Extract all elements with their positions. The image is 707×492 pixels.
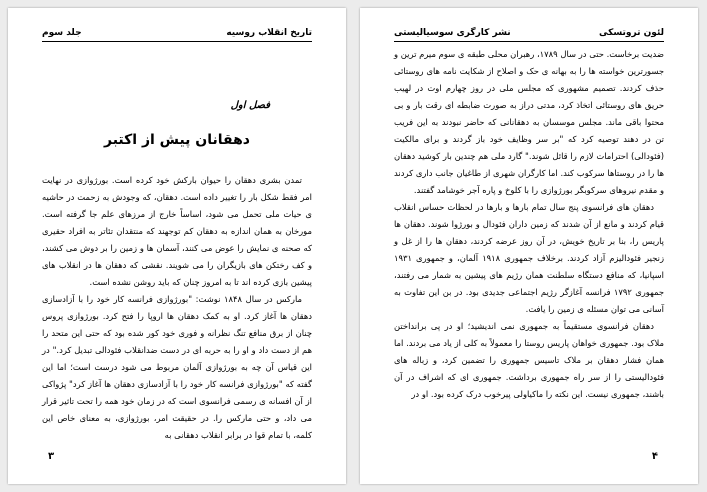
paragraph: ضدیت برخاست. حتی در سال ۱۷۸۹، رهبران محلی طبقه ی سوم میرم ترین و جسورترین خواسته ها را به بهانه ی حک و اصلاح از شکایت نامه های روستائی حذف کردند. تصمیم مشهوری که مجلس ملی در روز چهارم اوت در لهیب حریق های روستائی اتخاذ کرد، مدتی دراز به صورت ضابطه ای رقت بار و بی محتوا باقی ماند. مجلس موسسان به دهقانانی که حاضر نبودند به این فریب تن در دهند توصیه کرد که "بر سر وظایف خود باز گردند و برای مالکیت (فئودالی) احترامات لازم را قائل شوند." گارد ملی هم چندین بار کوشید دهقان ها را در روستاها سرکوب کند. اما کارگران شهری از طاغیان جانب داری کردند و مقدم نیروهای سرکوبگر بورژوازی را با کلوخ و پاره آجر خوشامد گفتند. (394, 49, 664, 195)
right-page (360, 8, 698, 484)
paragraph: مارکس در سال ۱۸۴۸ نوشت: "بورژوازی فرانسه کار خود را با آزادسازی دهقان ها آغاز کرد. او به کمک دهقان ها اروپا را فتح کرد. بورژوازی پروس چنان از برق منافع تنگ نظرانه و فوری خود کور شده بود که حتی این متحد را هم از دست داد و او را به حربه ای در دست ضدانقلاب فئودالی تبدیل کرد." در این قیاس آن چه به بورژوازی آلمان مربوط می شود درست است؛ اما این گفته که "بورژوازی فرانسه کار خود را با آزادسازی دهقان ها آغاز کرد" پژواکی از آن افسانه ی رسمی فرانسوی است که در زمان خود همه را تحت تاثیر قرار می داد، و حتی مارکس را. در حقیقت امر، بورژوازی، به معنای خاص این کلمه، با تمام قوا در برابر انقلاب دهقانی به (42, 294, 312, 440)
header-book-title: تاریخ انقلاب روسیه (226, 28, 312, 38)
header-publisher: نشر کارگری سوسیالیستی (394, 28, 511, 38)
paragraph: دهقان های فرانسوی پنج سال تمام بارها و بارها در لحظات حساس انقلاب قیام کردند و مانع از آن شدند که زمین داران فئودال و بورژوا شوند. دهقان ها پاریس را، بنا بر تاریخ خویش، در آن روز عرضه کردند، دهقان ها را از غل و زنجیر فئودالیزم آزاد کردند. برخلاف جمهوری ۱۹۱۸ آلمان، و جمهوری ۱۹۳۱ اسپانیا، که منافع دستگاه سلطنت همان رژیم های پیشین به شمار می رفتند، جمهوری ۱۷۹۲ فرانسه آغازگر رژیم اجتماعی جدیدی بود. در بن این تفاوت به آسانی می توان مسئله ی زمین را یافت. (394, 202, 665, 314)
right-page-body (394, 46, 664, 403)
header-author: لئون تروتسکی (599, 28, 664, 38)
left-page-header (42, 28, 312, 42)
chapter-label: فصل اول (230, 100, 270, 111)
header-volume: جلد سوم (42, 28, 82, 38)
page-number: ۳ (48, 451, 55, 462)
paragraph: دهقان فرانسوی مستقیماً به جمهوری نمی اندیشید؛ او در پی برانداختن ملاک بود. جمهوری خواهان پاریس روستا را معمولاً به کلی از یاد می بردند. اما همان فشار دهقان بر ملاک تاسیس جمهوری را تضمین کرد، و زباله های فئودالیستی را از سر راه جمهوری برداشت. جمهوری ای که اشراف در آن باشند، جمهوری نیست. این نکته را ماکیاولی پیرخوب درک کرده بود. او در (394, 321, 664, 399)
page-number: ۴ (651, 451, 658, 462)
right-page-header (394, 28, 664, 42)
chapter-title: دهقانان پیش از اکتبر (103, 132, 250, 148)
left-page-body (42, 172, 312, 444)
paragraph: تمدن بشری دهقان را حیوان بارکش خود کرده است. بورژوازی در نهایت امر فقط شکل بار را تغییر داده است. دهقان، که وجودش به زحمت در حاشیه ی حیات ملی تحمل می شود، اساساً خارج از مرزهای علم جا گرفته است. مورخان به همان اندازه به دهقان کم توجهند که منتقدان تئاتر به افراد حقیری که صحنه ی نمایش را عوض می کنند، آسمان ها و زمین را بر دوش می کشند، و کف رختکن های بازیگران را می شویند. نقشی که دهقان ها در انقلاب های پیشین بازی کرده اند تا به امروز چنان که باید روشن نشده است. (42, 175, 312, 287)
left-page (8, 8, 346, 484)
